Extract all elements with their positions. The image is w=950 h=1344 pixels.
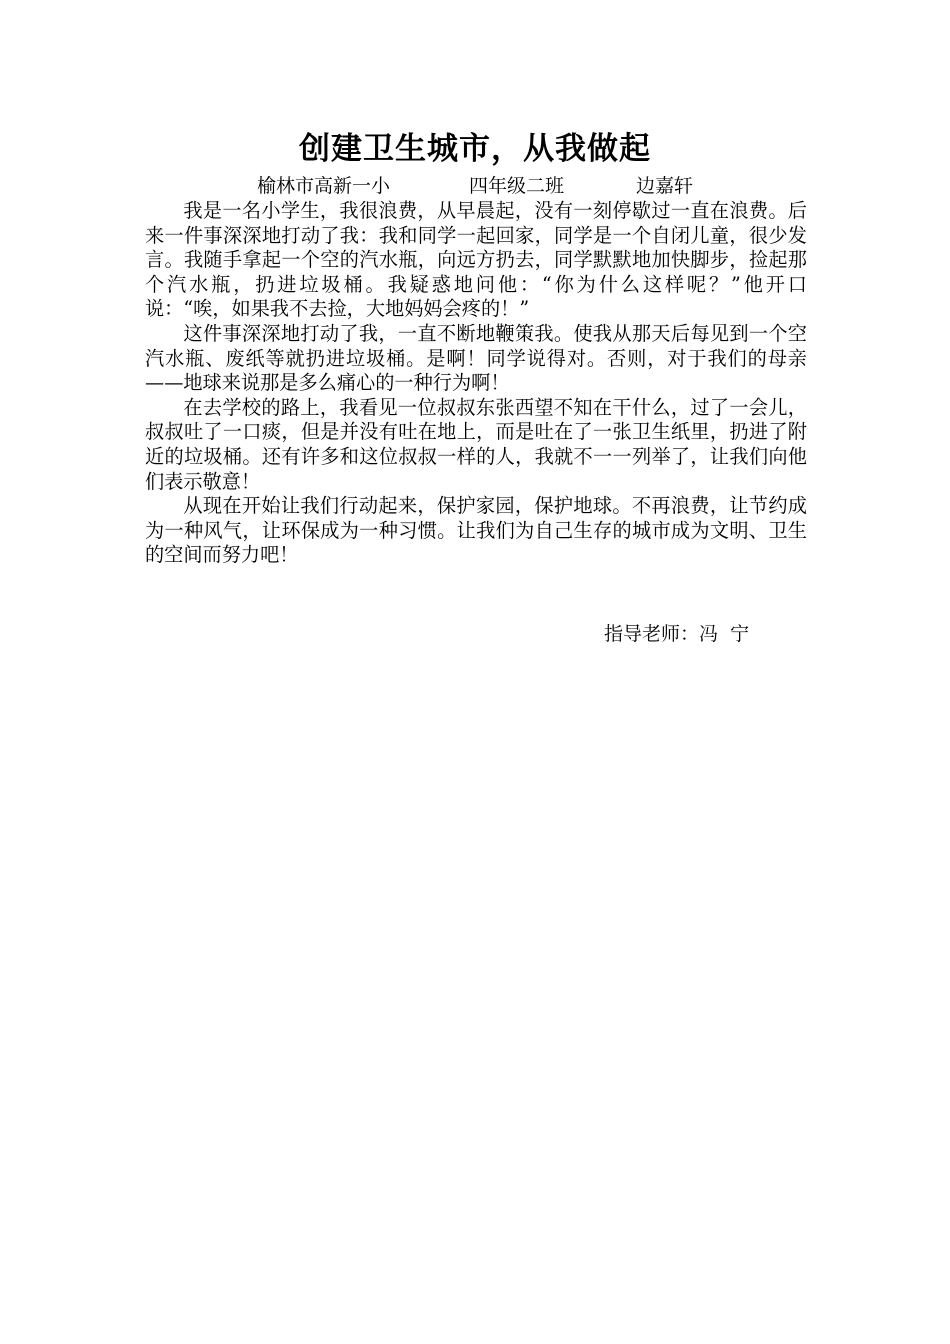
paragraph-3: 在去学校的路上，我看见一位叔叔东张西望不知在干什么，过了一会儿，叔叔吐了一口痰，但是并没有吐在地上，而是吐在了一张卫生纸里，扔进了附近的垃圾桶。还有许多和这位叔叔一样的人，我就不一一列举了，让我们向他们表示敬意！ bbox=[145, 395, 807, 493]
school-name: 榆林市高新一小 bbox=[257, 175, 391, 197]
class-name: 四年级二班 bbox=[469, 175, 565, 197]
article-title: 创建卫生城市，从我做起 bbox=[299, 131, 651, 167]
article-body bbox=[145, 199, 807, 568]
paragraph-2: 这件事深深地打动了我，一直不断地鞭策我。使我从那天后每见到一个空汽水瓶、废纸等就扔进垃圾桶。是啊！同学说得对。否则，对于我们的母亲——地球来说那是多么痛心的一种行为啊！ bbox=[145, 321, 807, 395]
paragraph-4: 从现在开始让我们行动起来，保护家园，保护地球。不再浪费，让节约成为一种风气，让环保成为一种习惯。让我们为自己生存的城市成为文明、卫生的空间而努力吧！ bbox=[145, 494, 807, 567]
author-name: 边嘉轩 bbox=[636, 175, 694, 197]
teacher-signature: 指导老师：冯 宁 bbox=[604, 623, 750, 645]
paragraph-1: 我是一名小学生，我很浪费，从早晨起，没有一刻停歇过一直在浪费。后来一件事深深地打动了我：我和同学一起回家，同学是一个自闭儿童，很少发言。我随手拿起一个空的汽水瓶，向远方扔去，同学默默地加快脚步，捡起那个汽水瓶，扔进垃圾桶。我疑惑地问他：“你为什么这样呢？”他开口说：“唉，如果我不去捡，大地妈妈会疼的！” bbox=[145, 199, 807, 321]
